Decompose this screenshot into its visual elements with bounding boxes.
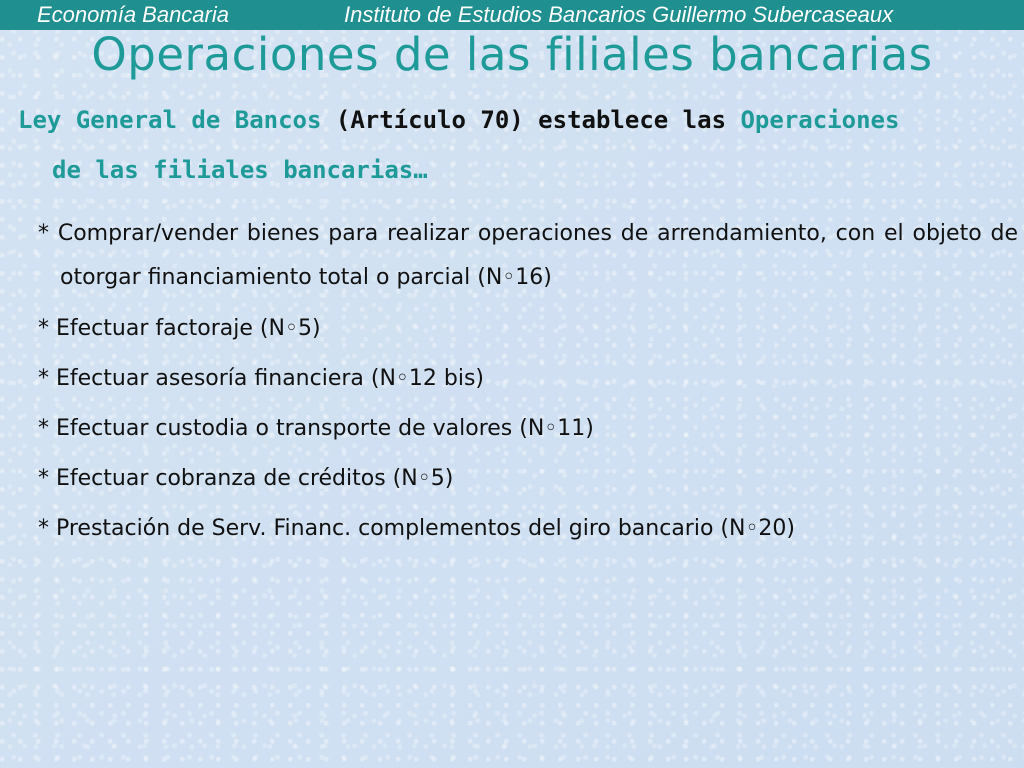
operations-word: Operaciones bbox=[740, 106, 900, 134]
header-left-text: Economía Bancaria bbox=[37, 2, 229, 27]
list-item: * Prestación de Serv. Financ. complementos del giro bancario (N◦20) bbox=[38, 516, 796, 541]
intro-line-1 bbox=[18, 95, 1008, 145]
list-item: * Efectuar factoraje (N◦5) bbox=[38, 316, 321, 341]
page-title: Operaciones de las filiales bancarias bbox=[91, 28, 933, 81]
intro-paragraph bbox=[18, 95, 1008, 195]
list-item: * Efectuar cobranza de créditos (N◦5) bbox=[38, 466, 454, 491]
list-item: * Comprar/vender bienes para realizar operaciones de arrendamiento, con el objeto de otorgar financiamiento total o parcial (N◦16) bbox=[38, 221, 1018, 290]
intro-line-2 bbox=[18, 145, 1008, 195]
operations-list bbox=[38, 212, 1018, 554]
subsidiaries-phrase: de las filiales bancarias… bbox=[52, 156, 428, 184]
list-item: * Efectuar asesoría financiera (N◦12 bis) bbox=[38, 366, 485, 391]
header-right-text: Instituto de Estudios Bancarios Guillermo Subercaseaux bbox=[344, 2, 894, 27]
law-name: Ley General de Bancos bbox=[18, 106, 322, 134]
list-item: * Efectuar custodia o transporte de valores (N◦11) bbox=[38, 416, 594, 441]
article-reference: (Artículo 70) establece las bbox=[321, 106, 741, 134]
